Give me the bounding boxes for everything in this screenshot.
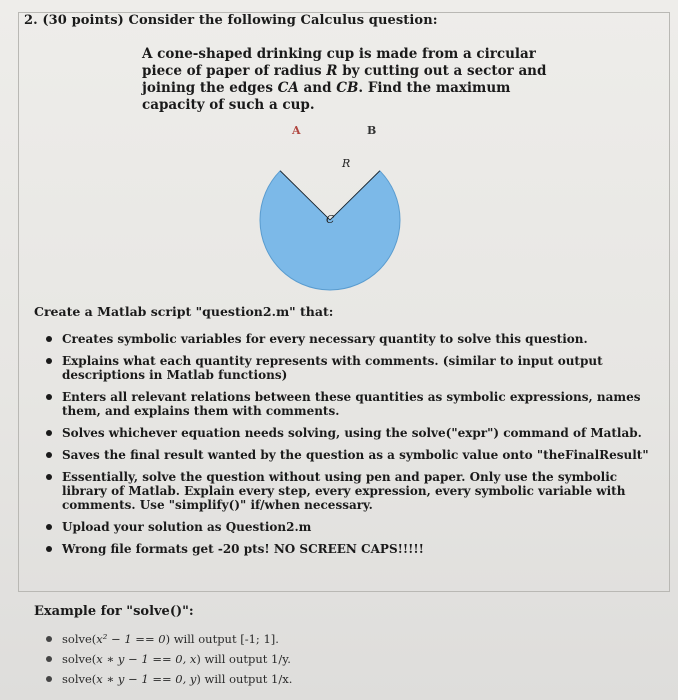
bullet-icon — [46, 676, 52, 682]
example-suffix: ) will output 1/x. — [196, 672, 293, 686]
examples-header: Example for "solve()": — [34, 604, 194, 619]
bullet-icon — [46, 336, 52, 342]
edge-cb-symbol: CB — [336, 80, 359, 96]
bullet-icon — [46, 474, 52, 480]
example-item — [46, 672, 606, 686]
instruction-item — [46, 520, 656, 534]
instruction-text: Enters all relevant relations between these quantities as symbolic expressions, names them, and explains them with comments. — [62, 390, 641, 418]
instruction-text: Explains what each quantity represents with comments. (similar to input output descriptions in Matlab functions) — [62, 354, 603, 382]
instruction-item — [46, 426, 656, 440]
instruction-text: Saves the final result wanted by the question as a symbolic value onto "theFinalResult" — [62, 448, 649, 462]
label-b: B — [367, 124, 377, 137]
instruction-text: Upload your solution as Question2.m — [62, 520, 312, 534]
label-c: C — [326, 213, 335, 226]
question-header: 2. (30 points) Consider the following Calculus question: — [24, 13, 438, 28]
instruction-item — [46, 354, 656, 382]
example-suffix: ) will output 1/y. — [196, 652, 291, 666]
paper-sector — [260, 171, 400, 290]
label-a: A — [292, 124, 301, 137]
bullet-icon — [46, 452, 52, 458]
bullet-icon — [46, 524, 52, 530]
example-prefix: solve( — [62, 632, 97, 646]
instruction-item — [46, 448, 656, 462]
problem-text: by cutting out a sector and joining the edges — [142, 63, 547, 96]
instruction-text: Solves whichever equation needs solving, using the solve("expr") command of Matlab. — [62, 426, 642, 440]
example-math: x² − 1 == 0 — [96, 632, 166, 646]
example-list — [46, 632, 606, 692]
edge-ca-symbol: CA — [277, 80, 299, 96]
bullet-icon — [46, 636, 52, 642]
bullet-icon — [46, 656, 52, 662]
instruction-text: Wrong file formats get -20 pts! NO SCREEN CAPS!!!!! — [62, 542, 424, 556]
bullet-icon — [46, 394, 52, 400]
instruction-item — [46, 542, 656, 556]
instruction-item — [46, 470, 656, 512]
instruction-item — [46, 332, 656, 346]
bullet-icon — [46, 546, 52, 552]
problem-text: A cone-shaped drinking cup is made from a circular piece of paper of radius — [142, 46, 536, 79]
bullet-icon — [46, 358, 52, 364]
radius-symbol: R — [326, 63, 338, 79]
example-prefix: solve( — [62, 652, 97, 666]
instruction-list — [46, 332, 656, 564]
instruction-item — [46, 390, 656, 418]
problem-statement — [142, 46, 562, 114]
example-item — [46, 652, 606, 666]
problem-text: and — [298, 80, 337, 96]
example-item — [46, 632, 606, 646]
example-math: x ∗ y − 1 == 0, y — [96, 672, 197, 686]
example-prefix: solve( — [62, 672, 97, 686]
instruction-text: Creates symbolic variables for every necessary quantity to solve this question. — [62, 332, 588, 346]
instruction-text: Essentially, solve the question without using pen and paper. Only use the symbolic library of Matlab. Explain every step, every expression, every symbolic variable with comments. Use "simplify()" if/when necessary. — [62, 470, 626, 512]
problem-text: . Find the maximum capacity of such a cup. — [142, 80, 511, 113]
example-suffix: ) will output [-1; 1]. — [165, 632, 279, 646]
cone-cup-diagram — [240, 122, 440, 302]
bullet-icon — [46, 430, 52, 436]
instructions-intro: Create a Matlab script "question2.m" that: — [34, 304, 334, 319]
label-r: R — [342, 157, 351, 170]
circle-sector-figure — [240, 122, 440, 302]
example-math: x ∗ y − 1 == 0, x — [96, 652, 197, 666]
